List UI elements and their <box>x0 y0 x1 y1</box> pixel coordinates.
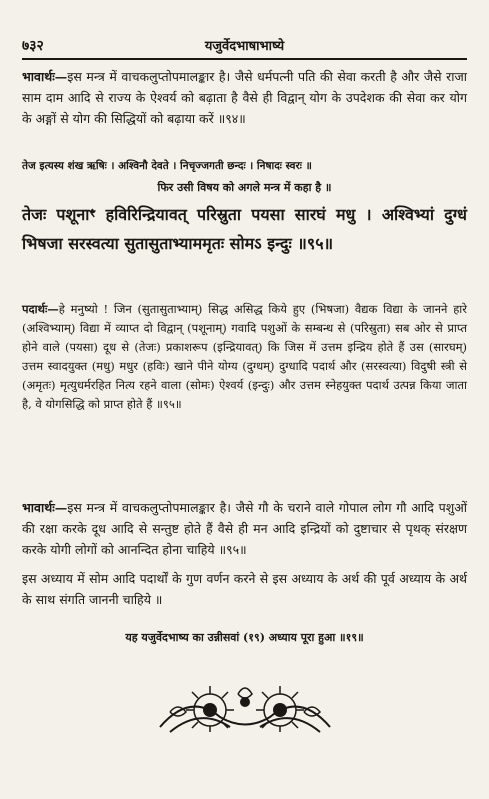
running-title: यजुर्वेदभाषाभाष्ये <box>204 39 285 54</box>
padarth-label: पदार्थः— <box>22 302 59 316</box>
padarth-text: हे मनुष्यो ! जिन (सुतासुताभ्याम्) सिद्ध असिद्ध किये हुए (भिषजा) वैद्यक विद्या के जानने हारे (अश्विभ्याम्) विद्या में व्याप्त दो विद्वान् (पशूनाम्) गवादि पशुओं के सम्बन्ध से (परिस्रुता) सब ओर से प्राप्त होने वाले (पयसा) दूध से (तेजः) प्रकाशरूप (इन्द्रियावत्) कि जिस में उत्तम इन्द्रिय होते हैं उस (सारघम्) उत्तम स्वादयुक्त (मधु) मधुर (हविः) खाने पीने योग्य (दुग्धम्) दुग्धादि पदार्थ और (सरस्वत्या) विदुषी स्त्री से (अमृतः) मृत्युधर्मरहित नित्य रहने वाला (सोमः) ऐश्वर्य (इन्दुः) और उत्तम स्नेहयुक्त पदार्थ उत्पन्न किया जाता है, वे योगसिद्धि को प्राप्त होते हैं ॥९५॥ <box>22 302 467 411</box>
bhavarth-text: इस मन्त्र में वाचकलुप्तोपमालङ्कार है। जैसे धर्मपत्नी पति की सेवा करती है और जैसे राजा साम दाम आदि से राज्य के ऐश्वर्य को बढ़ाता है वैसे ही विद्वान् योग के उपदेशक की सेवा कर योग के अङ्गों से योग की सिद्धियों को बढ़ाया करें ॥९४॥ <box>22 69 467 126</box>
intro-line: फिर उसी विषय को अगले मन्त्र में कहा है ॥ <box>157 181 332 194</box>
bhavarth-text: इस मन्त्र में वाचकलुप्तोपमालङ्कार है। जैसे गौ के चराने वाले गोपाल लोग गौ आदि पशुओं की रक्षा करके दूध आदि से सन्तुष्ट होते हैं वैसे ही मन आदि इन्द्रियों को दुष्टाचार से पृथक् संरक्षण करके योगी लोगों को आनन्दित होना चाहिये ॥९५॥ <box>22 500 467 557</box>
page-number: ७३२ <box>22 38 44 54</box>
bhavarth-95 <box>22 497 467 560</box>
floral-ornament-icon <box>150 672 340 742</box>
closing-paragraph <box>22 568 467 610</box>
padarth-section <box>22 300 467 414</box>
bhavarth-label: भावार्थः— <box>22 69 68 84</box>
bhavarth-label: भावार्थः— <box>22 500 68 515</box>
closing-text: इस अध्याय में सोम आदि पदार्थों के गुण वर्णन करने से इस अध्याय के अर्थ की पूर्व अध्याय के अर्थ के साथ संगति जाननी चाहिये ॥ <box>22 571 467 607</box>
page-header <box>22 36 467 60</box>
chapter-end-line: यह यजुर्वेदभाष्य का उन्नीसवां (१९) अध्याय पूरा हुआ ॥१९॥ <box>125 631 364 644</box>
mantra-verse: तेजः पशूनाꣳ हविरिन्द्रियावत् परिस्रुता पयसा सारघं मधु । अश्विभ्यां दुग्धं भिषजा सरस्वत्या सुतासुताभ्याममृतः सोमऽ इन्दुः ॥९५॥ <box>22 205 467 253</box>
bhavarth-94 <box>22 66 467 129</box>
mantra-meta: तेज इत्यस्य शंख ऋषिः । अश्विनौ देवते । निचृज्जगती छन्दः । निषादः स्वरः ॥ <box>22 160 312 172</box>
